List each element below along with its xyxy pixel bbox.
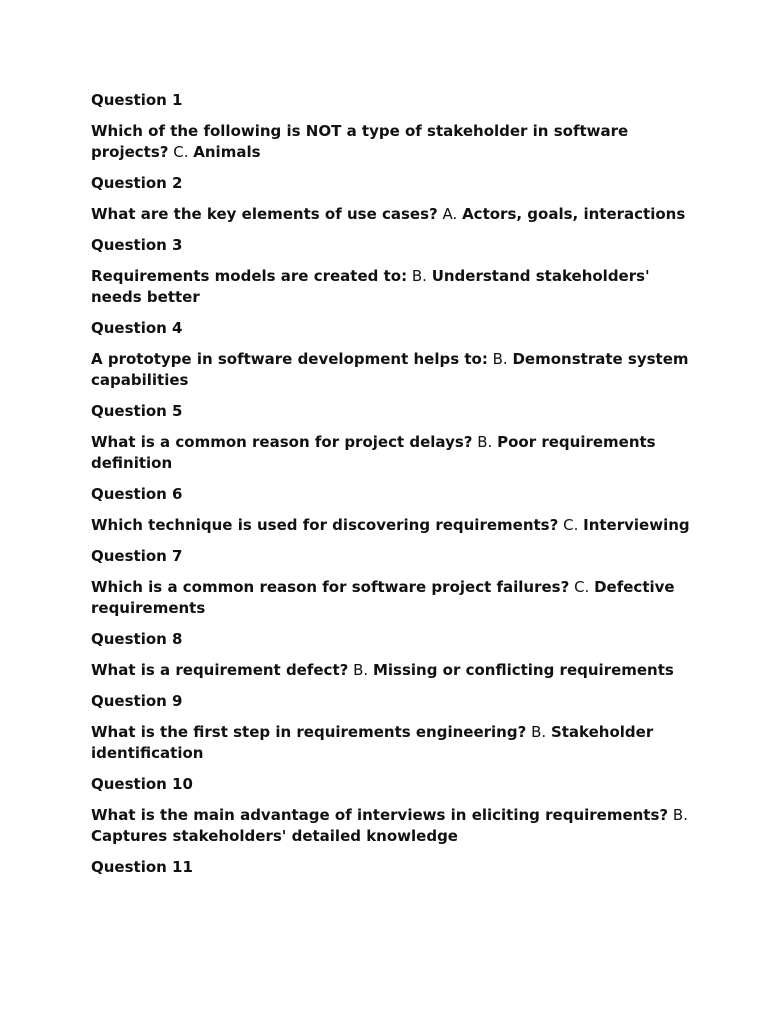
question-heading: Question 3 xyxy=(91,236,183,254)
answer-text: Defective requirements xyxy=(91,578,675,617)
answer-text: Captures stakeholders' detailed knowledge xyxy=(91,827,458,845)
question-block xyxy=(91,235,691,308)
question-heading: Question 2 xyxy=(91,174,183,192)
question-stem: A prototype in software development helps to: xyxy=(91,350,488,368)
answer-letter: A. xyxy=(442,205,458,223)
question-text xyxy=(91,722,691,764)
question-heading: Question 8 xyxy=(91,630,183,648)
answer-letter: B. xyxy=(477,433,493,451)
question-block xyxy=(91,629,691,681)
answer-letter: B. xyxy=(353,661,369,679)
answer-text: Interviewing xyxy=(583,516,690,534)
question-text xyxy=(91,515,691,536)
question-stem: What is the main advantage of interviews in eliciting requirements? xyxy=(91,806,669,824)
question-stem: Which of the following is NOT a type of stakeholder in software projects? xyxy=(91,122,629,161)
question-heading: Question 11 xyxy=(91,858,193,876)
document-page xyxy=(91,90,691,888)
question-block xyxy=(91,173,691,225)
question-stem: What is the first step in requirements engineering? xyxy=(91,723,527,741)
answer-text: Poor requirements definition xyxy=(91,433,656,472)
answer-letter: B. xyxy=(531,723,547,741)
answer-letter: B. xyxy=(411,267,427,285)
question-block xyxy=(91,401,691,474)
question-text xyxy=(91,660,691,681)
answer-letter: B. xyxy=(672,806,688,824)
question-text xyxy=(91,349,691,391)
question-stem: What is a requirement defect? xyxy=(91,661,349,679)
question-text xyxy=(91,266,691,308)
question-block xyxy=(91,318,691,391)
question-heading: Question 1 xyxy=(91,91,183,109)
question-block xyxy=(91,774,691,847)
question-text xyxy=(91,805,691,847)
question-text xyxy=(91,577,691,619)
question-heading: Question 4 xyxy=(91,319,183,337)
answer-text: Understand stakeholders' needs better xyxy=(91,267,650,306)
question-heading: Question 10 xyxy=(91,775,193,793)
question-text xyxy=(91,121,691,163)
question-heading: Question 5 xyxy=(91,402,183,420)
answer-letter: C. xyxy=(173,143,189,161)
question-stem: Which is a common reason for software project failures? xyxy=(91,578,570,596)
question-heading: Question 6 xyxy=(91,485,183,503)
answer-text: Stakeholder identification xyxy=(91,723,654,762)
answer-letter: C. xyxy=(563,516,579,534)
answer-letter: B. xyxy=(492,350,508,368)
question-block xyxy=(91,691,691,764)
question-block xyxy=(91,546,691,619)
question-block xyxy=(91,484,691,536)
question-text xyxy=(91,432,691,474)
answer-letter: C. xyxy=(574,578,590,596)
answer-text: Animals xyxy=(193,143,261,161)
question-stem: What are the key elements of use cases? xyxy=(91,205,438,223)
question-stem: Requirements models are created to: xyxy=(91,267,408,285)
question-text xyxy=(91,204,691,225)
question-heading: Question 7 xyxy=(91,547,183,565)
answer-text: Missing or conflicting requirements xyxy=(372,661,674,679)
question-heading: Question 9 xyxy=(91,692,183,710)
answer-text: Actors, goals, interactions xyxy=(462,205,686,223)
answer-text: Demonstrate system capabilities xyxy=(91,350,689,389)
question-stem: What is a common reason for project delays? xyxy=(91,433,473,451)
question-block xyxy=(91,90,691,163)
question-stem: Which technique is used for discovering requirements? xyxy=(91,516,559,534)
